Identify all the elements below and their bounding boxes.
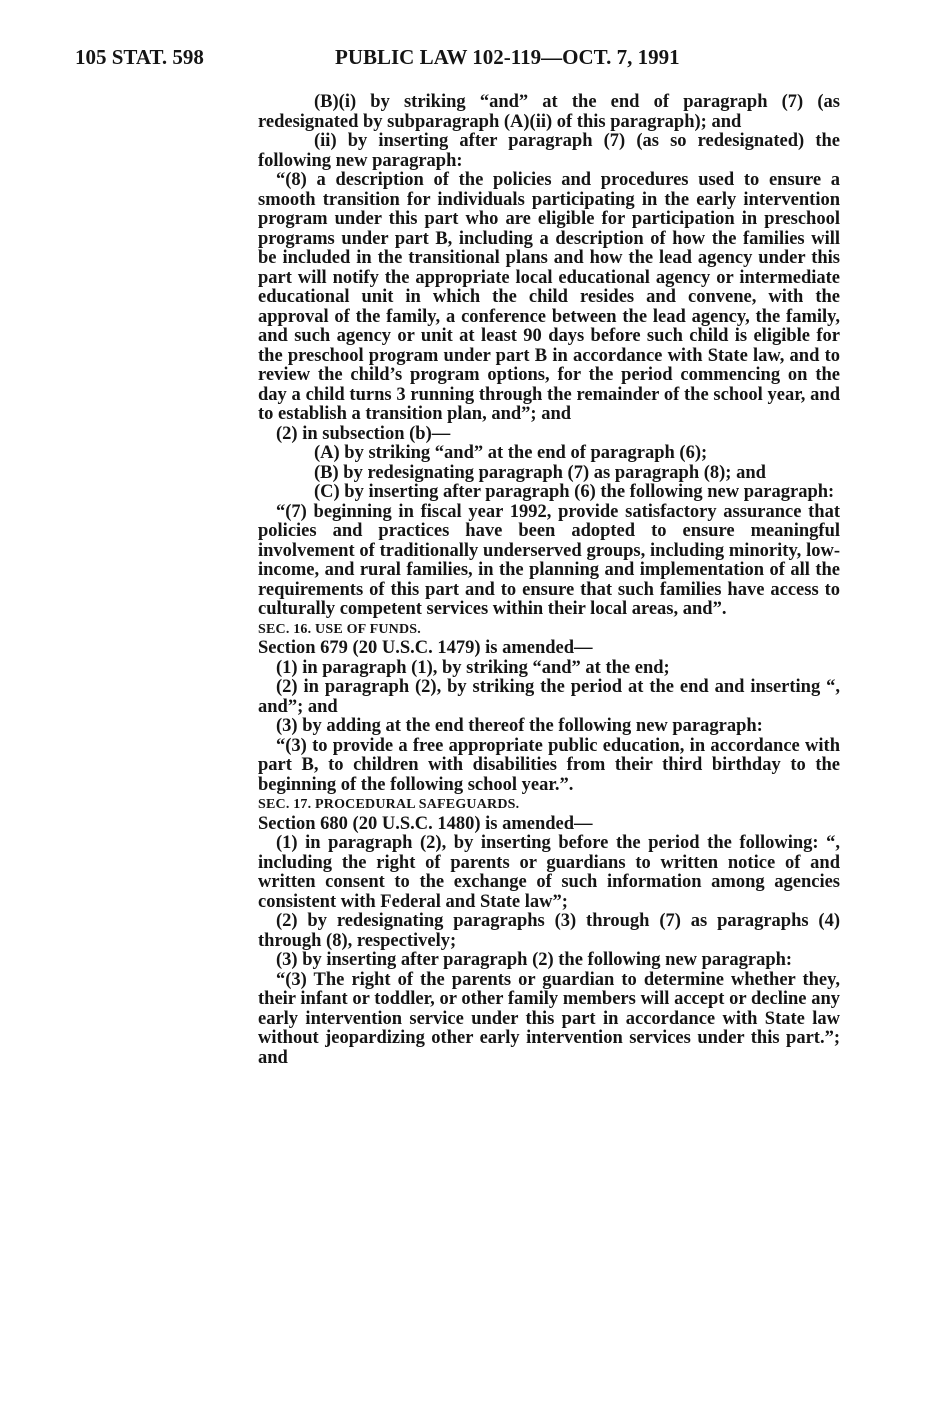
section-17-item: (2) by redesignating paragraphs (3) through (7) as paragraphs (4) through (8), respectively;: [258, 911, 840, 951]
section-16-item: (1) in paragraph (1), by striking “and” at the end;: [276, 657, 670, 678]
paragraph-2-subsection-b: (2) in subsection (b)—: [276, 423, 451, 444]
section-16-quoted-item: “(3) to provide a free appropriate public education, in accordance with part B, to children with disabilities from their third birthday to the beginning of the following school year.”.: [258, 735, 840, 795]
paragraph-c: (C) by inserting after paragraph (6) the following new paragraph:: [314, 482, 835, 502]
quoted-paragraph-7: “(7) beginning in fiscal year 1992, provide satisfactory assurance that policies and practices have been adopted to ensure meaningful involvement of traditionally underserved groups, including minority, low-income, and rural families, in the planning and implementation of all the requirements of this part and to ensure that such families have access to culturally competent services within their local areas, and”.: [258, 501, 840, 619]
page-citation: 105 STAT. 598: [75, 45, 204, 69]
section-17-item: (3) by inserting after paragraph (2) the following new paragraph:: [276, 950, 793, 970]
quoted-paragraph-8: “(8) a description of the policies and procedures used to ensure a smooth transition for individuals participating in the early intervention program under this part who are eligible for participation in preschool programs under part B, including a description of how the families will be included in the transitional plans and how the lead agency under this part will notify the appropriate local educational agency or intermediate educational unit in which the child resides and convene, with the approval of the family, a conference between the lead agency, the family, and such agency or unit at least 90 days before such child is eligible for the preschool program under part B in accordance with State law, and to review the child’s program options, for the period commencing on the day a child turns 3 running through the remainder of the school year, and to establish a transition plan, and”; and: [258, 170, 840, 424]
section-16-item: (2) in paragraph (2), by striking the period at the end and inserting “, and”; and: [258, 677, 840, 717]
section-17-heading: SEC. 17. PROCEDURAL SAFEGUARDS.: [258, 797, 520, 812]
paragraph-b-ii: (ii) by inserting after paragraph (7) (as so redesignated) the following new paragraph:: [258, 131, 840, 171]
section-17-item: (1) in paragraph (2), by inserting before the period the following: “, including the right of parents or guardians to written notice of and written consent to the exchange of such information among agencies consistent with Federal and State law”;: [258, 833, 840, 912]
section-16-heading: SEC. 16. USE OF FUNDS.: [258, 621, 421, 637]
section-16-item: (3) by adding at the end thereof the following new paragraph:: [276, 716, 763, 736]
document-body: [258, 93, 840, 1068]
running-head: PUBLIC LAW 102-119—OCT. 7, 1991: [335, 45, 680, 69]
section-17-quoted-item: “(3) The right of the parents or guardian to determine whether they, their infant or toddler, or other family members will accept or decline any early intervention service under this part in accordance with State law without jeopardizing other early intervention services under this part.”; and: [258, 969, 840, 1068]
paragraph-b: (B) by redesignating paragraph (7) as paragraph (8); and: [314, 462, 766, 483]
section-16-lead: Section 679 (20 U.S.C. 1479) is amended—: [258, 638, 593, 658]
paragraph-b-i: (B)(i) by striking “and” at the end of paragraph (7) (as redesignated by subparagraph (A)(ii) of this paragraph); and: [258, 92, 840, 132]
paragraph-a: (A) by striking “and” at the end of paragraph (6);: [314, 443, 708, 463]
section-17-lead: Section 680 (20 U.S.C. 1480) is amended—: [258, 813, 593, 834]
